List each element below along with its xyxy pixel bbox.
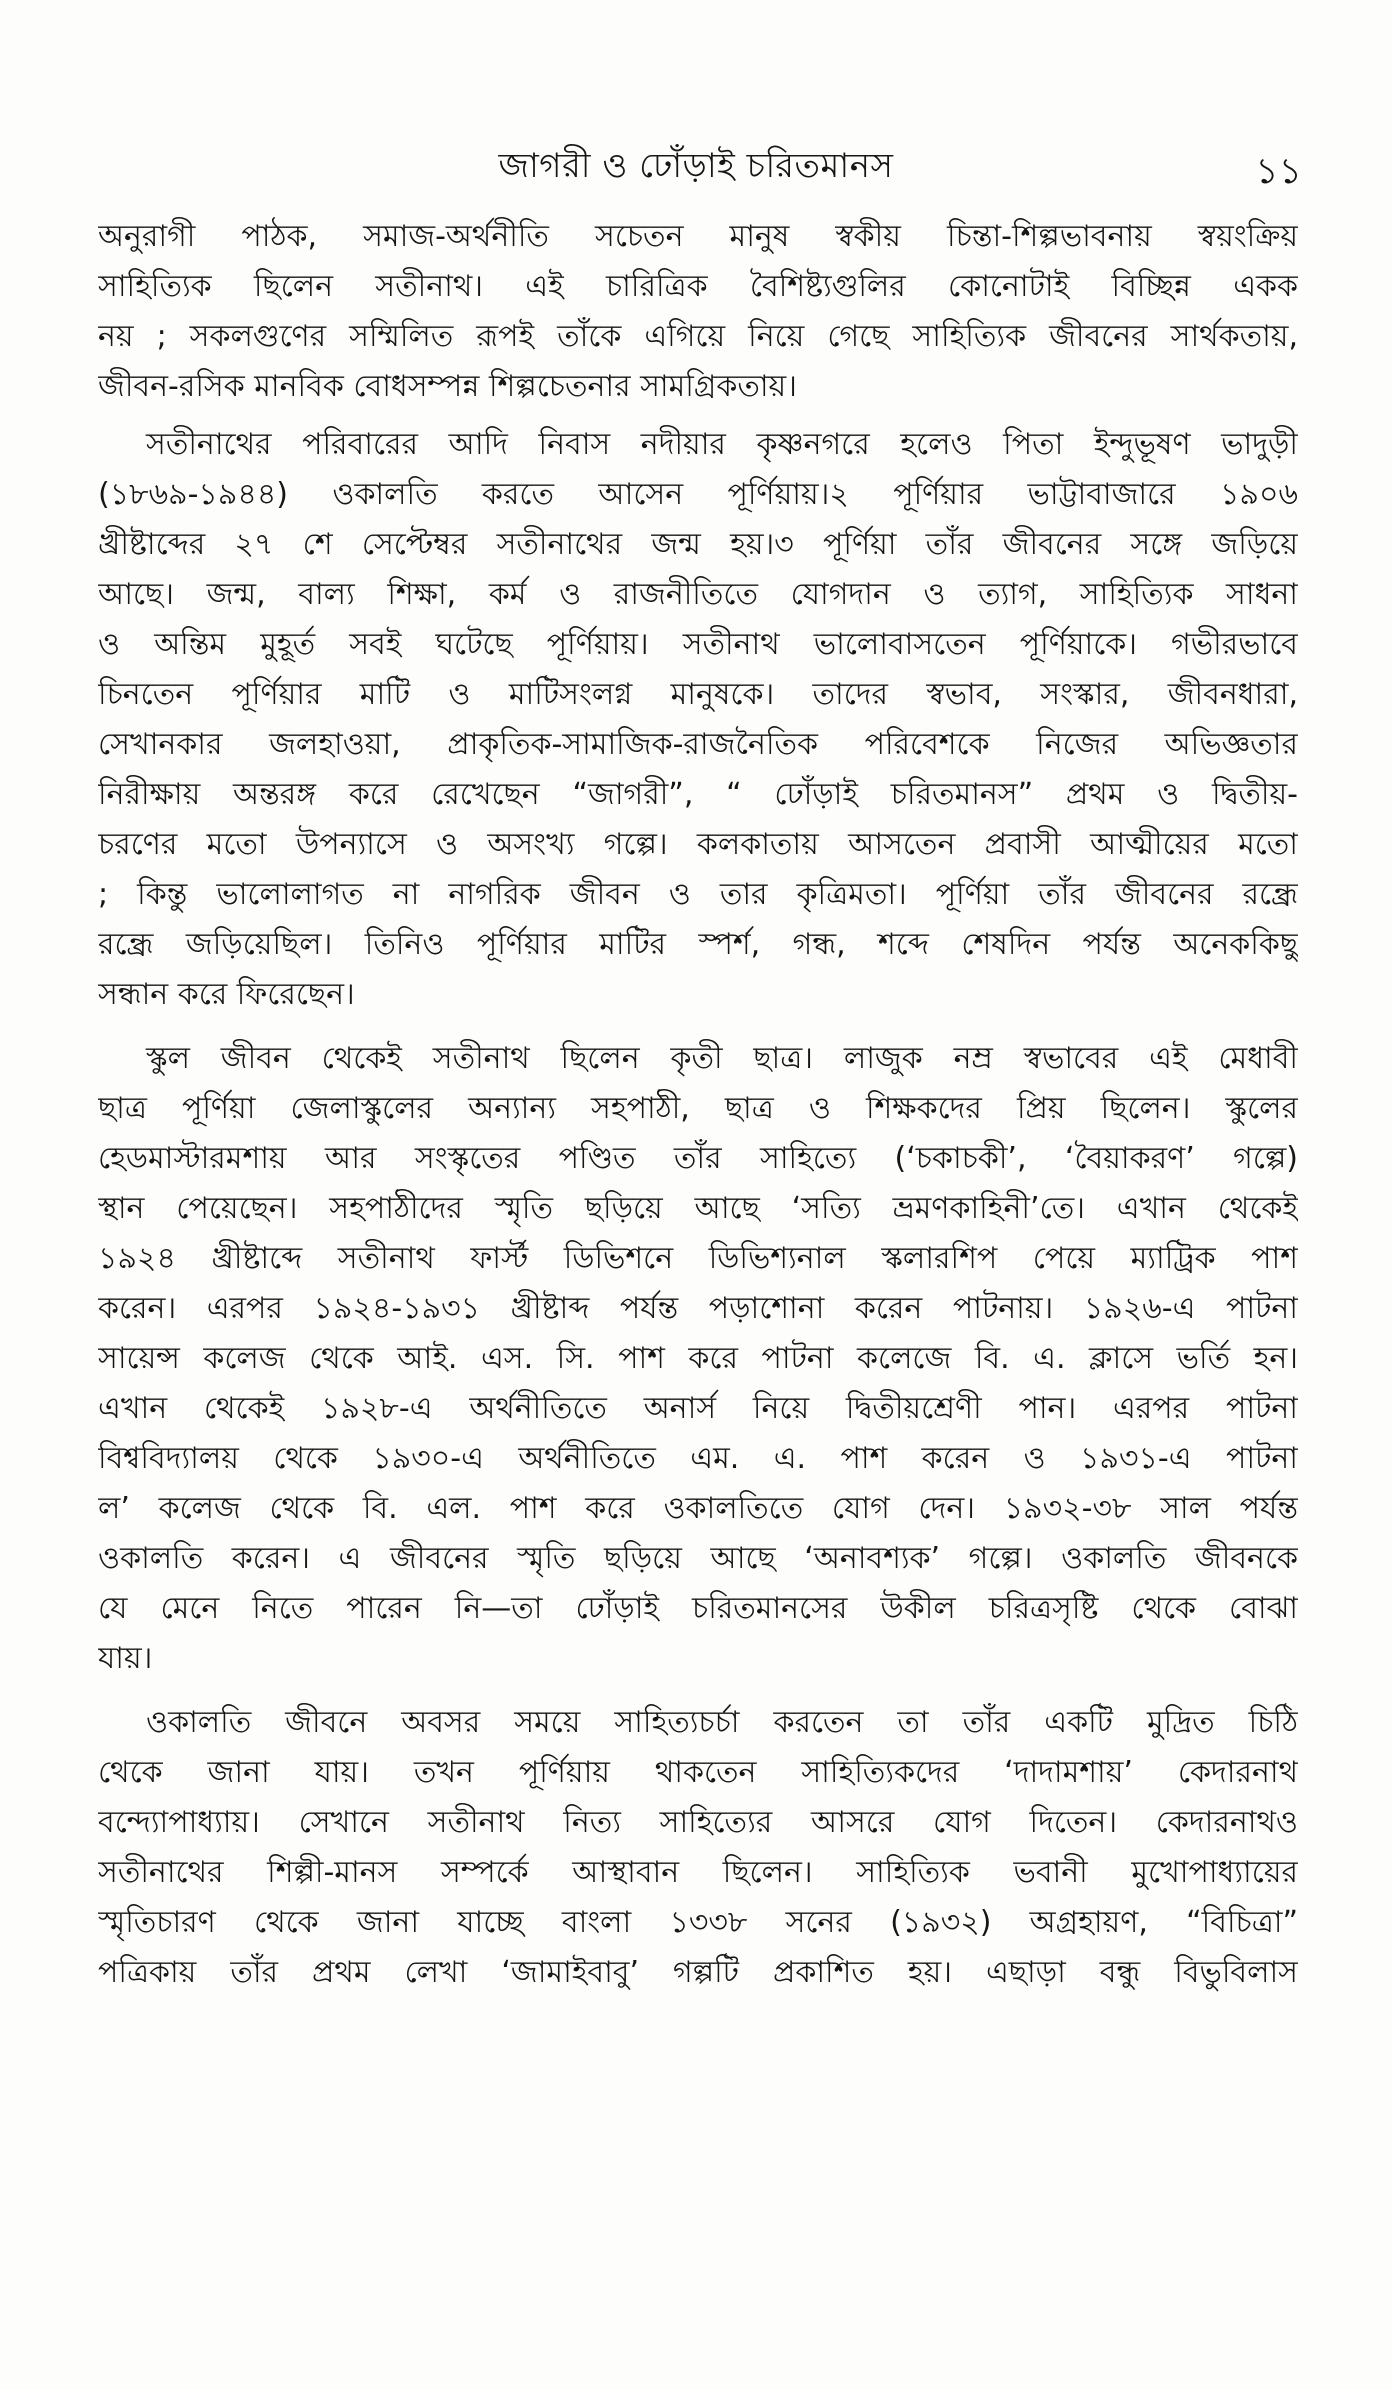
text-line: সেখানকার জলহাওয়া, প্রাকৃতিক-সামাজিক-রাজনৈতিক পরিবেশকে নিজের অভিজ্ঞতার	[98, 727, 1298, 762]
paragraph-1	[98, 212, 1298, 412]
text-line: পত্রিকায় তাঁর প্রথম লেখা ‘জামাইবাবু’ গল্পটি প্রকাশিত হয়। এছাড়া বন্ধু বিভুবিলাস	[98, 1955, 1298, 1990]
text-line: চরণের মতো উপন্যাসে ও অসংখ্য গল্পে। কলকাতায় আসতেন প্রবাসী আত্মীয়ের মতো	[98, 827, 1298, 862]
paragraph-2	[98, 420, 1298, 1020]
text-line: এখান থেকেই ১৯২৮-এ অর্থনীতিতে অনার্স নিয়ে দ্বিতীয়শ্রেণী পান। এরপর পাটনা	[98, 1391, 1298, 1426]
paragraph-4	[98, 1698, 1298, 1998]
text-line: ওকালতি করেন। এ জীবনের স্মৃতি ছড়িয়ে আছে ‘অনাবশ্যক’ গল্পে। ওকালতি জীবনকে	[98, 1541, 1298, 1576]
text-line: স্কুল জীবন থেকেই সতীনাথ ছিলেন কৃতী ছাত্র। লাজুক নম্র স্বভাবের এই মেধাবী	[146, 1041, 1298, 1076]
paragraph-3	[98, 1034, 1298, 1684]
text-line: (১৮৬৯-১৯৪৪) ওকালতি করতে আসেন পূর্ণিয়ায়।২ পূর্ণিয়ার ভাট্টাবাজারে ১৯০৬	[98, 477, 1298, 512]
text-line: স্মৃতিচারণ থেকে জানা যাচ্ছে বাংলা ১৩৩৮ সনের (১৯৩২) অগ্রহায়ণ, “বিচিত্রা”	[98, 1905, 1298, 1940]
text-line: ছাত্র পূর্ণিয়া জেলাস্কুলের অন্যান্য সহপাঠী, ছাত্র ও শিক্ষকদের প্রিয় ছিলেন। স্কুলের	[98, 1091, 1298, 1126]
text-line: আছে। জন্ম, বাল্য শিক্ষা, কর্ম ও রাজনীতিতে যোগদান ও ত্যাগ, সাহিত্যিক সাধনা	[98, 577, 1298, 612]
text-line: সন্ধান করে ফিরেছেন।	[98, 977, 355, 1012]
text-line: ওকালতি জীবনে অবসর সময়ে সাহিত্যচর্চা করতেন তা তাঁর একটি মুদ্রিত চিঠি	[146, 1705, 1298, 1740]
text-line: নয় ; সকলগুণের সম্মিলিত রূপই তাঁকে এগিয়ে নিয়ে গেছে সাহিত্যিক জীবনের সার্থকতায়,	[98, 319, 1298, 354]
text-line: স্থান পেয়েছেন। সহপাঠীদের স্মৃতি ছড়িয়ে আছে ‘সত্যি ভ্রমণকাহিনী’তে। এখান থেকেই	[98, 1191, 1298, 1226]
text-line: ল’ কলেজ থেকে বি. এল. পাশ করে ওকালতিতে যোগ দেন। ১৯৩২-৩৮ সাল পর্যন্ত	[98, 1491, 1298, 1526]
running-title: জাগরী ও ঢোঁড়াই চরিতমানস	[498, 146, 894, 186]
text-line: সতীনাথের পরিবারের আদি নিবাস নদীয়ার কৃষ্ণনগরে হলেও পিতা ইন্দুভূষণ ভাদুড়ী	[146, 427, 1298, 462]
text-line: সতীনাথের শিল্পী-মানস সম্পর্কে আস্থাবান ছিলেন। সাহিত্যিক ভবানী মুখোপাধ্যায়ের	[98, 1855, 1298, 1890]
text-line: ও অন্তিম মুহূর্ত সবই ঘটেছে পূর্ণিয়ায়। সতীনাথ ভালোবাসতেন পূর্ণিয়াকে। গভীরভাবে	[98, 627, 1298, 662]
text-line: বন্দ্যোপাধ্যায়। সেখানে সতীনাথ নিত্য সাহিত্যের আসরে যোগ দিতেন। কেদারনাথও	[98, 1805, 1298, 1840]
text-line: অনুরাগী পাঠক, সমাজ-অর্থনীতি সচেতন মানুষ স্বকীয় চিন্তা-শিল্পভাবনায় স্বয়ংক্রিয়	[98, 219, 1298, 254]
text-line: নিরীক্ষায় অন্তরঙ্গ করে রেখেছেন “জাগরী”, “ ঢোঁড়াই চরিতমানস” প্রথম ও দ্বিতীয়-	[98, 777, 1298, 812]
text-line: চিনতেন পূর্ণিয়ার মাটি ও মাটিসংলগ্ন মানুষকে। তাদের স্বভাব, সংস্কার, জীবনধারা,	[98, 677, 1298, 712]
text-line: জীবন-রসিক মানবিক বোধসম্পন্ন শিল্পচেতনার সামগ্রিকতায়।	[98, 369, 797, 404]
text-line: থেকে জানা যায়। তখন পূর্ণিয়ায় থাকতেন সাহিত্যিকদের ‘দাদামশায়’ কেদারনাথ	[98, 1755, 1298, 1790]
text-line: করেন। এরপর ১৯২৪-১৯৩১ খ্রীষ্টাব্দ পর্যন্ত পড়াশোনা করেন পাটনায়। ১৯২৬-এ পাটনা	[98, 1291, 1298, 1326]
text-line: সাহিত্যিক ছিলেন সতীনাথ। এই চারিত্রিক বৈশিষ্ট্যগুলির কোনোটাই বিচ্ছিন্ন একক	[98, 269, 1298, 304]
page-number: ১১	[1255, 151, 1302, 192]
text-line: যায়।	[98, 1641, 153, 1676]
body-text	[98, 212, 1298, 2006]
text-line: যে মেনে নিতে পারেন নি—তা ঢোঁড়াই চরিতমানসের উকীল চরিত্রসৃষ্টি থেকে বোঝা	[98, 1591, 1298, 1626]
text-line: হেডমাস্টারমশায় আর সংস্কৃতের পণ্ডিত তাঁর সাহিত্যে (‘চকাচকী’, ‘বৈয়াকরণ’ গল্পে)	[98, 1141, 1298, 1176]
text-line: খ্রীষ্টাব্দের ২৭ শে সেপ্টেম্বর সতীনাথের জন্ম হয়।৩ পূর্ণিয়া তাঁর জীবনের সঙ্গে জড়িয়ে	[98, 527, 1298, 562]
text-line: রন্ধ্রে জড়িয়েছিল। তিনিও পূর্ণিয়ার মাটির স্পর্শ, গন্ধ, শব্দে শেষদিন পর্যন্ত অনেককিছু	[98, 927, 1298, 962]
text-line: ১৯২৪ খ্রীষ্টাব্দে সতীনাথ ফার্স্ট ডিভিশনে ডিভিশ্যনাল স্কলারশিপ পেয়ে ম্যাট্রিক পাশ	[98, 1241, 1298, 1276]
text-line: সায়েন্স কলেজ থেকে আই. এস. সি. পাশ করে পাটনা কলেজে বি. এ. ক্লাসে ভর্তি হন।	[98, 1341, 1298, 1376]
text-line: বিশ্ববিদ্যালয় থেকে ১৯৩০-এ অর্থনীতিতে এম. এ. পাশ করেন ও ১৯৩১-এ পাটনা	[98, 1441, 1298, 1476]
running-header	[90, 136, 1302, 196]
text-line: ; কিন্তু ভালোলাগত না নাগরিক জীবন ও তার কৃত্রিমতা। পূর্ণিয়া তাঁর জীবনের রন্ধ্রে	[98, 877, 1298, 912]
